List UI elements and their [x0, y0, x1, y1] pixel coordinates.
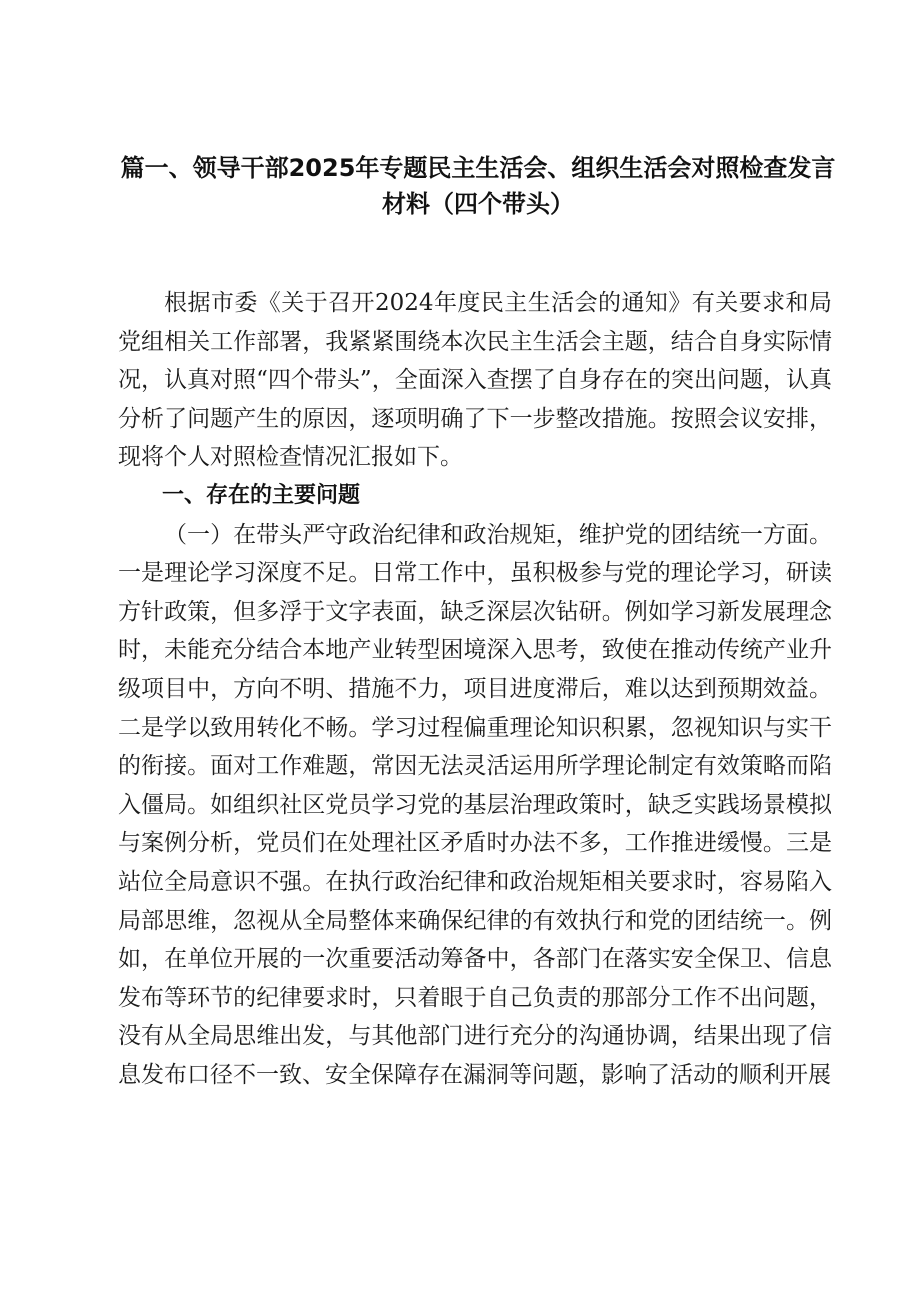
- section-heading: 一、存在的主要问题: [162, 482, 361, 508]
- title-line-2: 材料（四个带头）: [382, 190, 574, 218]
- intro-paragraph: 根据市委《关于召开2024年度民主生活会的通知》有关要求和局党组相关工作部署，我紧紧围绕本次民主生活会主题，结合自身实际情况，认真对照“四个带头”，全面深入查摆了自身存在的突出问题，认真分析了问题产生的原因，逐项明确了下一步整改措施。按照会议安排，现将个人对照检查情况汇报如下。: [118, 290, 832, 471]
- section-paragraph: （一）在带头严守政治纪律和政治规矩，维护党的团结统一方面。一是理论学习深度不足。日常工作中，虽积极参与党的理论学习，研读方针政策，但多浮于文字表面，缺乏深层次钻研。例如学习新发展理念时，未能充分结合本地产业转型困境深入思考，致使在推动传统产业升级项目中，方向不明、措施不力，项目进度滞后，难以达到预期效益。二是学以致用转化不畅。学习过程偏重理论知识积累，忽视知识与实干的衔接。面对工作难题，常因无法灵活运用所学理论制定有效策略而陷入僵局。如组织社区党员学习党的基层治理政策时，缺乏实践场景模拟与案例分析，党员们在处理社区矛盾时办法不多，工作推进缓慢。三是站位全局意识不强。在执行政治纪律和政治规矩相关要求时，容易陷入局部思维，忽视从全局整体来确保纪律的有效执行和党的团结统一。例如，在单位开展的一次重要活动筹备中，各部门在落实安全保卫、信息发布等环节的纪律要求时，只着眼于自己负责的那部分工作不出问题，没有从全局思维出发，与其他部门进行充分的沟通协调，结果出现了信息发布口径不一致、安全保障存在漏洞等问题，影响了活动的顺利开展: [118, 521, 832, 1088]
- document-body: [118, 284, 832, 1094]
- title-line-1: 篇一、领导干部2025年专题民主生活会、组织生活会对照检查发言: [120, 154, 836, 182]
- document-title: [118, 150, 838, 222]
